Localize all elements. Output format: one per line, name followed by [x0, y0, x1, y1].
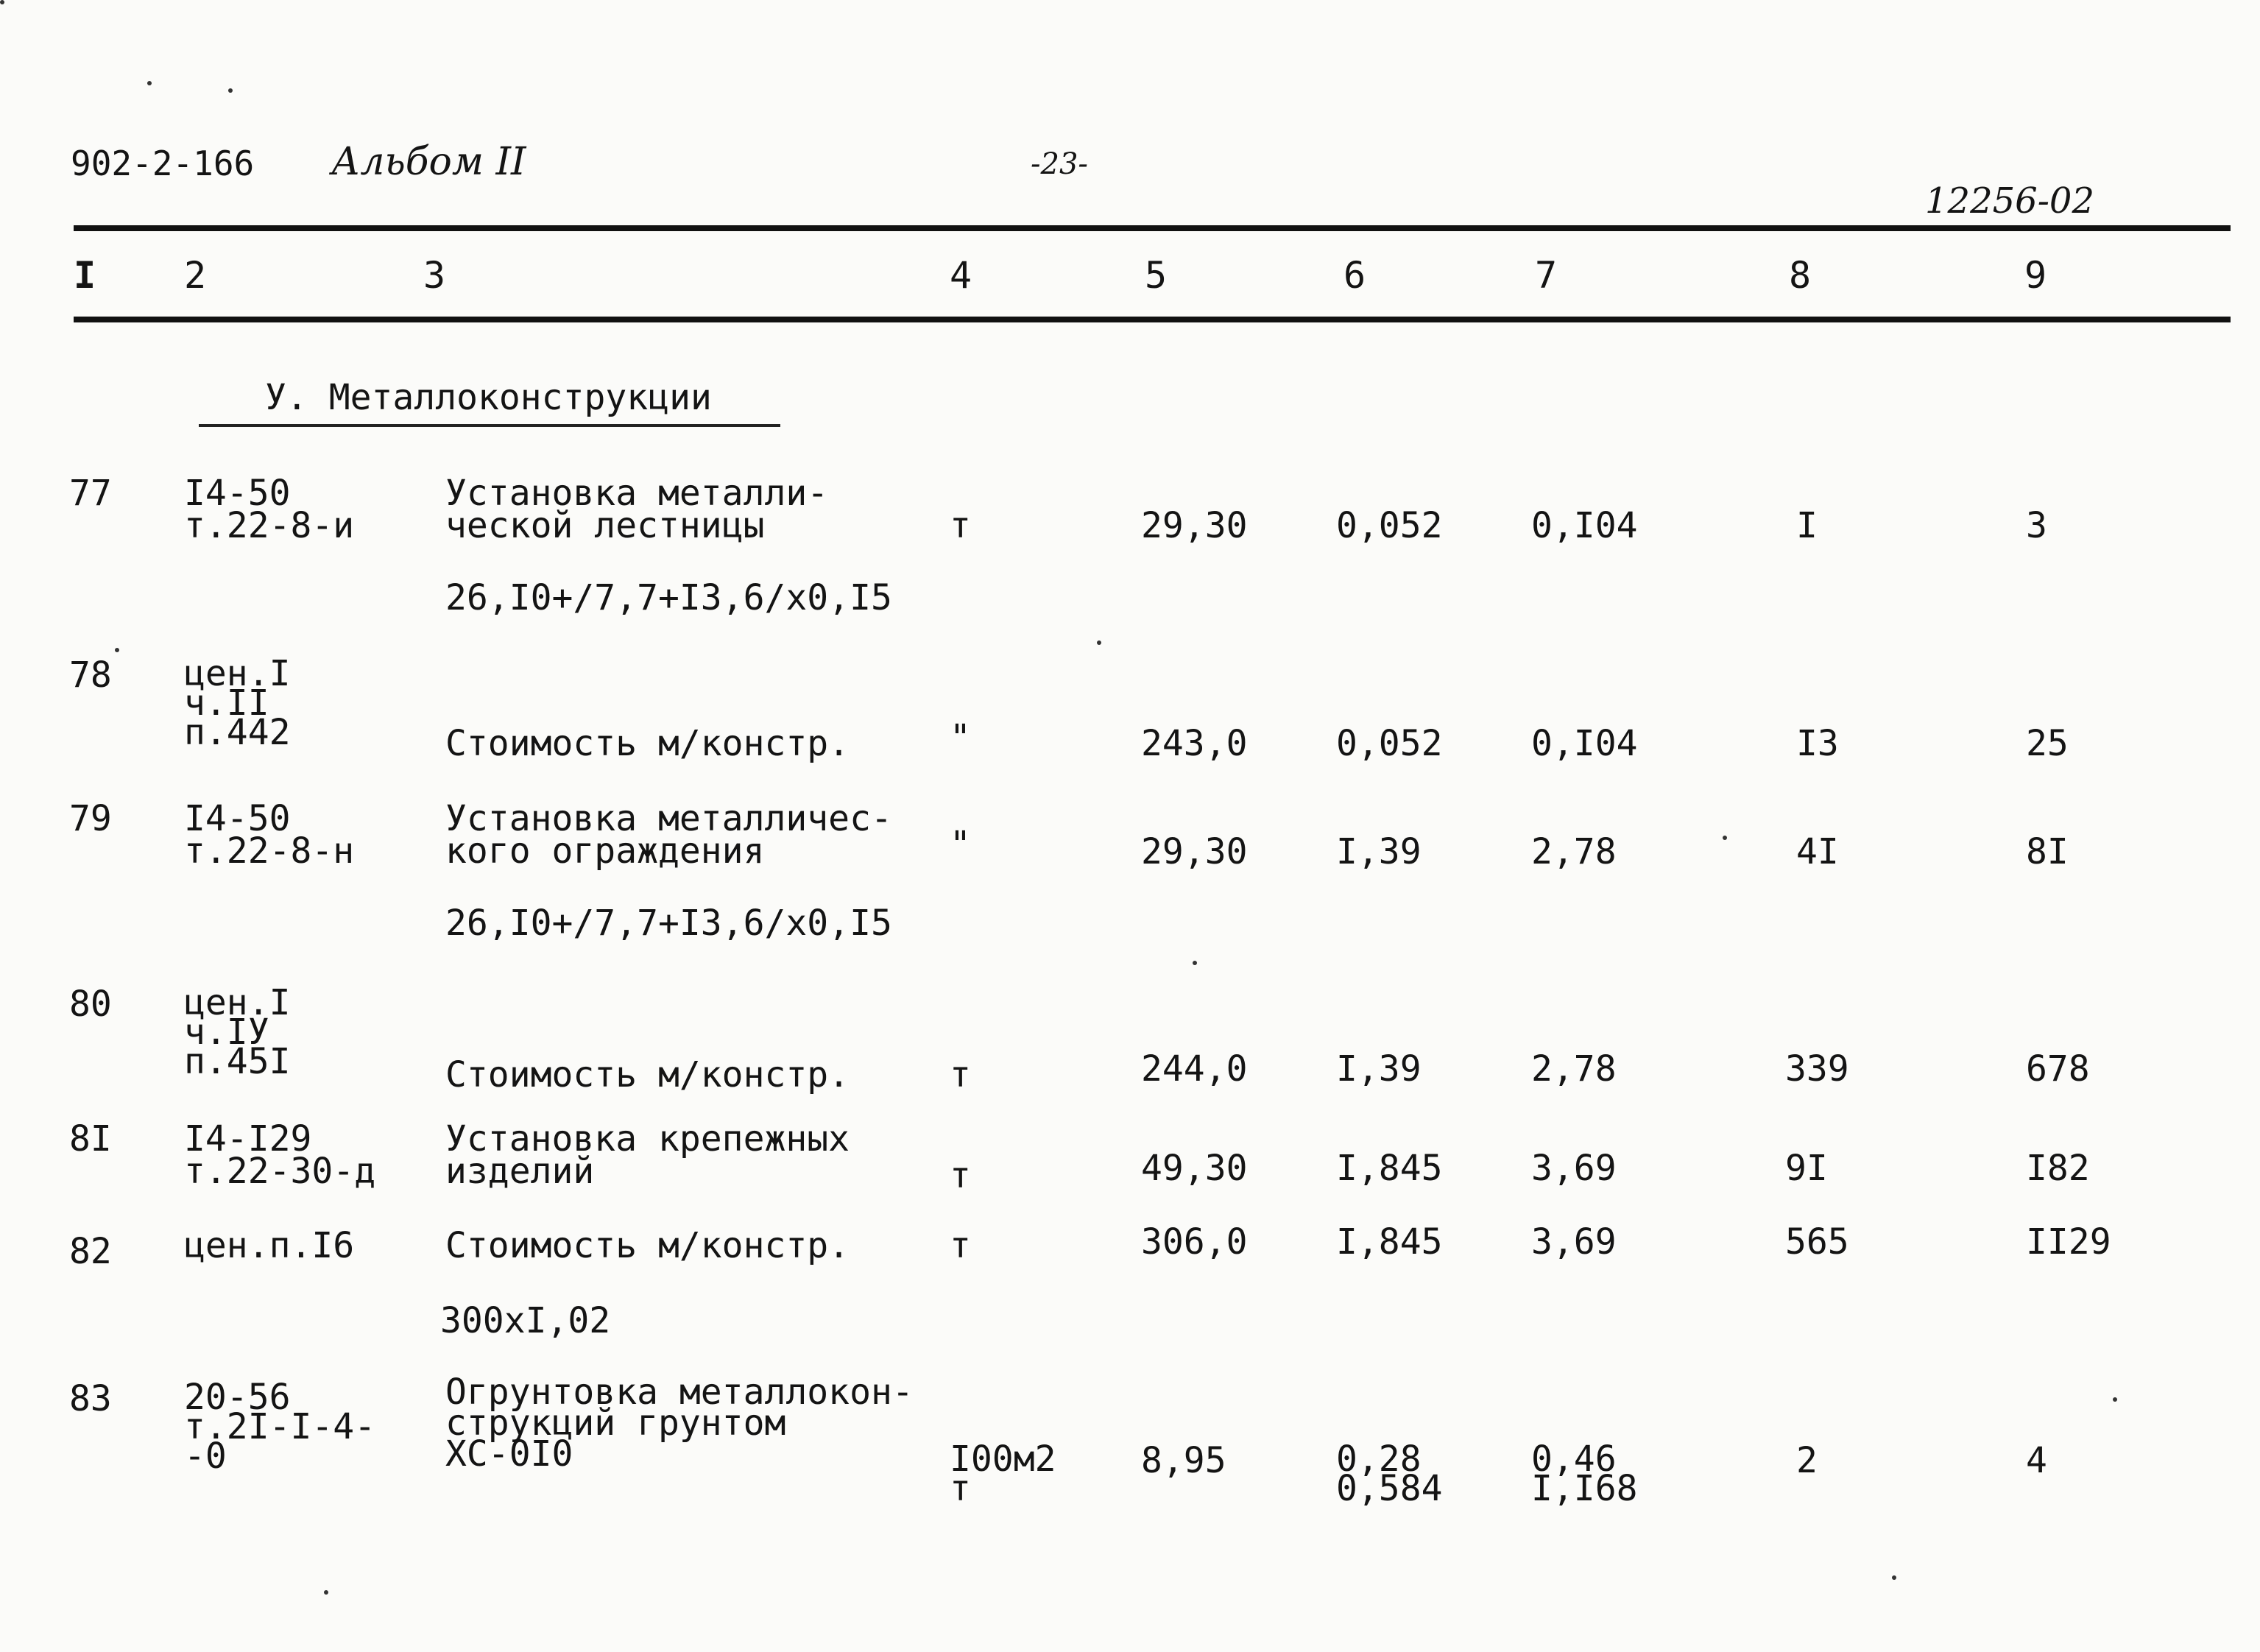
row-82-col6: I,845: [1336, 1221, 1443, 1263]
row-83-col8: 2: [1796, 1440, 1818, 1481]
scan-speck: [228, 88, 233, 93]
scan-speck: [0, 0, 4, 4]
page-number: -23-: [1031, 147, 1088, 181]
section-underline: [199, 424, 780, 427]
row-78-col5: 243,0: [1141, 723, 1248, 764]
top-rule: [74, 225, 2231, 231]
row-79-col6: I,39: [1336, 831, 1422, 872]
header-bottom-rule: [74, 317, 2231, 322]
row-81-col5: 49,30: [1141, 1148, 1248, 1189]
column-header-2: 2: [184, 254, 207, 297]
column-header-9: 9: [2024, 254, 2047, 297]
row-82-col9: II29: [2026, 1221, 2111, 1263]
row-79-col9: 8I: [2026, 831, 2069, 872]
row-81-col7: 3,69: [1531, 1148, 1617, 1189]
section-title: У. Металлоконструкции: [265, 377, 712, 418]
row-81-col6: I,845: [1336, 1148, 1443, 1189]
row-83-col5: 8,95: [1141, 1440, 1226, 1481]
row-82-col8: 565: [1785, 1221, 1849, 1263]
column-header-1: I: [74, 254, 96, 297]
row-80-number: 80: [69, 984, 112, 1025]
row-79-formula: 26,I0+/7,7+I3,6/х0,I5: [445, 903, 892, 944]
row-79-col8: 4I: [1796, 831, 1839, 872]
album-label: Альбом II: [331, 140, 526, 184]
scan-speck: [1892, 1575, 1896, 1580]
row-82-unit: т: [950, 1225, 971, 1266]
row-81-description: Установка крепежных изделий: [445, 1118, 850, 1192]
row-77-col7: 0,I04: [1531, 505, 1638, 546]
row-77-unit: т: [950, 505, 971, 546]
row-79-unit: ": [950, 824, 971, 865]
column-header-3: 3: [423, 254, 446, 297]
scan-speck: [1193, 961, 1197, 965]
row-83-reference: 20-56 т.2I-I-4- -0: [184, 1377, 376, 1477]
column-header-4: 4: [950, 254, 972, 297]
scan-speck: [115, 648, 119, 652]
row-83-col9: 4: [2026, 1440, 2047, 1481]
scan-speck: [324, 1590, 328, 1595]
row-80-col9: 678: [2026, 1048, 2090, 1090]
row-83-unit: I00м2 т: [950, 1439, 1056, 1509]
row-78-col7: 0,I04: [1531, 723, 1638, 764]
scan-speck: [147, 81, 152, 85]
row-82-col7: 3,69: [1531, 1221, 1617, 1263]
row-77-description: Установка металли- ческой лестницы: [445, 473, 829, 546]
row-77-col6: 0,052: [1336, 505, 1443, 546]
row-79-col5: 29,30: [1141, 831, 1248, 872]
row-77-reference: I4-50 т.22-8-и: [184, 473, 355, 546]
column-header-8: 8: [1789, 254, 1812, 297]
scan-speck: [1097, 640, 1101, 645]
stamp-number: 12256-02: [1925, 180, 2094, 222]
row-78-col6: 0,052: [1336, 723, 1443, 764]
row-82-number: 82: [69, 1231, 112, 1272]
row-82-description: Стоимость м/констр.: [445, 1225, 850, 1266]
row-83-col6: 0,28 0,584: [1336, 1439, 1443, 1509]
row-78-col8: I3: [1796, 723, 1839, 764]
row-81-number: 8I: [69, 1118, 112, 1159]
row-79-reference: I4-50 т.22-8-н: [184, 798, 355, 872]
row-78-description: Стоимость м/констр.: [445, 723, 850, 764]
row-81-reference: I4-I29 т.22-30-д: [184, 1118, 376, 1192]
row-83-number: 83: [69, 1378, 112, 1419]
column-header-5: 5: [1145, 254, 1168, 297]
column-header-7: 7: [1535, 254, 1558, 297]
row-78-col9: 25: [2026, 723, 2069, 764]
scan-speck: [2113, 1397, 2117, 1402]
row-78-unit: ": [950, 717, 971, 758]
row-80-col6: I,39: [1336, 1048, 1422, 1090]
document-code: 902-2-166: [71, 144, 255, 183]
row-79-number: 79: [69, 798, 112, 839]
row-78-number: 78: [69, 654, 112, 696]
row-83-col7: 0,46 I,I68: [1531, 1439, 1638, 1509]
row-77-col8: I: [1796, 505, 1818, 546]
row-81-col8: 9I: [1785, 1148, 1828, 1189]
scan-speck: [1723, 836, 1727, 840]
row-82-formula: 300хI,02: [440, 1300, 611, 1341]
row-83-description: Огрунтовка металлокон- струкций грунтом ХС-0I0: [445, 1372, 914, 1475]
row-77-col9: 3: [2026, 505, 2047, 546]
row-79-col7: 2,78: [1531, 831, 1617, 872]
row-80-description: Стоимость м/констр.: [445, 1054, 850, 1095]
row-77-col5: 29,30: [1141, 505, 1248, 546]
row-81-unit: т: [950, 1155, 971, 1196]
row-79-description: Установка металличес- кого ограждения: [445, 798, 892, 872]
row-80-col7: 2,78: [1531, 1048, 1617, 1090]
row-82-col5: 306,0: [1141, 1221, 1248, 1263]
row-77-number: 77: [69, 473, 112, 514]
row-80-unit: т: [950, 1054, 971, 1095]
row-77-formula: 26,I0+/7,7+I3,6/х0,I5: [445, 577, 892, 618]
row-80-col5: 244,0: [1141, 1048, 1248, 1090]
row-80-col8: 339: [1785, 1048, 1849, 1090]
row-80-reference: цен.I ч.IУ п.45I: [184, 982, 291, 1082]
column-header-6: 6: [1343, 254, 1366, 297]
row-82-reference: цен.п.I6: [184, 1225, 355, 1266]
row-81-col9: I82: [2026, 1148, 2090, 1189]
row-78-reference: цен.I ч.II п.442: [184, 653, 291, 753]
